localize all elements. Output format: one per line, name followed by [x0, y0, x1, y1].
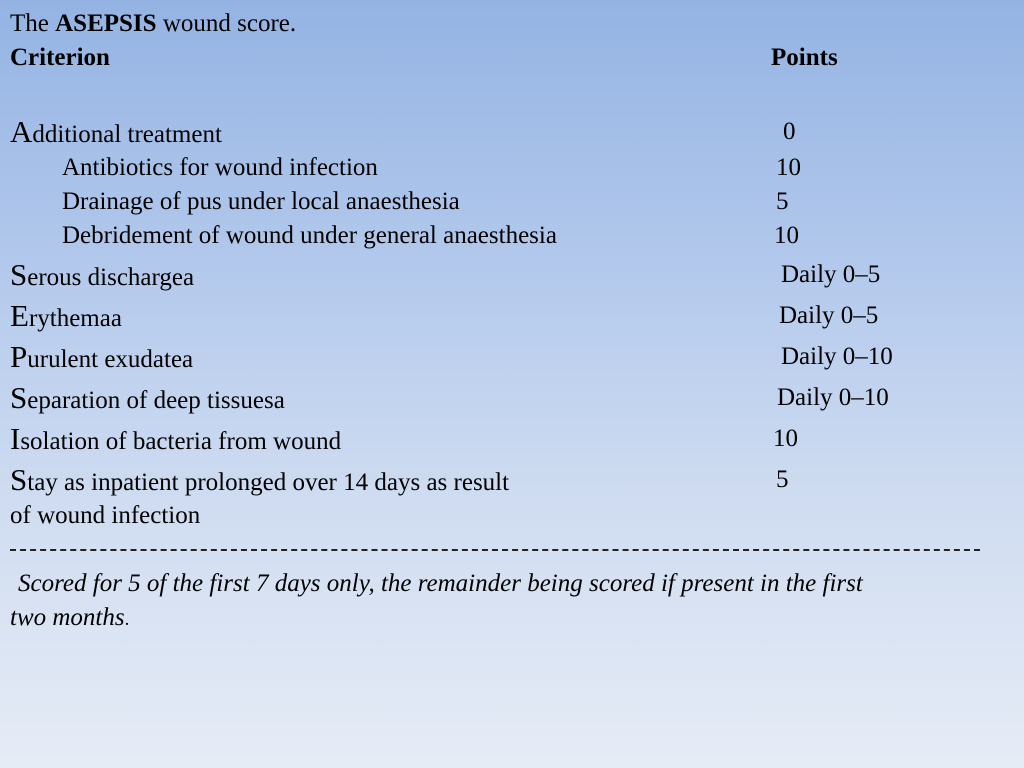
criterion-text: solation of bacteria from wound — [20, 428, 342, 455]
criterion-initial: A — [10, 114, 33, 149]
points-drainage: 5 — [776, 188, 789, 215]
points-antibiotics: 10 — [776, 154, 801, 181]
criterion-additional-treatment — [10, 116, 222, 147]
footnote-line-1: Scored for 5 of the first 7 days only, the remainder being scored if present in the first — [18, 570, 863, 597]
subcriterion-drainage: Drainage of pus under local anaesthesia — [62, 188, 460, 215]
criterion-text: erous dischargea — [27, 264, 195, 291]
criterion-initial: P — [10, 339, 28, 374]
points-debridement: 10 — [774, 222, 799, 249]
points-purulent-exudate: Daily 0–10 — [781, 343, 893, 370]
subcriterion-debridement: Debridement of wound under general anaesthesia — [62, 222, 557, 249]
criterion-text: urulent exudatea — [27, 346, 194, 373]
criterion-initial: S — [10, 257, 28, 292]
criterion-serous-discharge — [10, 259, 194, 290]
footnote-period: . — [124, 609, 130, 630]
criterion-stay-inpatient — [10, 464, 509, 495]
criterion-text: dditional treatment — [32, 121, 222, 148]
criterion-initial: I — [10, 421, 21, 456]
footnote-line-2 — [10, 605, 129, 630]
criterion-stay-inpatient-continuation: of wound infection — [10, 502, 201, 529]
criterion-text: eparation of deep tissuesa — [27, 387, 285, 414]
points-serous-discharge: Daily 0–5 — [781, 261, 881, 288]
slide-title — [10, 11, 296, 36]
dashed-divider — [10, 549, 980, 551]
criterion-text: tay as inpatient prolonged over 14 days as result — [27, 469, 510, 496]
subcriterion-antibiotics: Antibiotics for wound infection — [62, 154, 378, 181]
criterion-separation-deep-tissues — [10, 382, 285, 413]
criterion-initial: E — [10, 298, 29, 333]
points-erythema: Daily 0–5 — [779, 302, 879, 329]
criterion-purulent-exudate — [10, 341, 193, 372]
points-isolation-bacteria: 10 — [773, 425, 798, 452]
criterion-header: Criterion — [10, 44, 110, 71]
criterion-initial: S — [10, 380, 28, 415]
points-separation-deep-tissues: Daily 0–10 — [777, 384, 889, 411]
title-prefix: The — [10, 10, 49, 37]
points-stay-inpatient: 5 — [776, 466, 789, 493]
points-header: Points — [771, 44, 838, 71]
criterion-erythema — [10, 300, 122, 331]
criterion-initial: S — [10, 462, 28, 497]
points-additional-treatment: 0 — [783, 118, 796, 145]
footnote-line-2-text: two months — [10, 604, 125, 631]
criterion-text: rythemaa — [28, 305, 122, 332]
criterion-isolation-bacteria — [10, 423, 341, 454]
title-acronym: ASEPSIS — [55, 10, 157, 37]
title-suffix: wound score. — [162, 10, 297, 37]
